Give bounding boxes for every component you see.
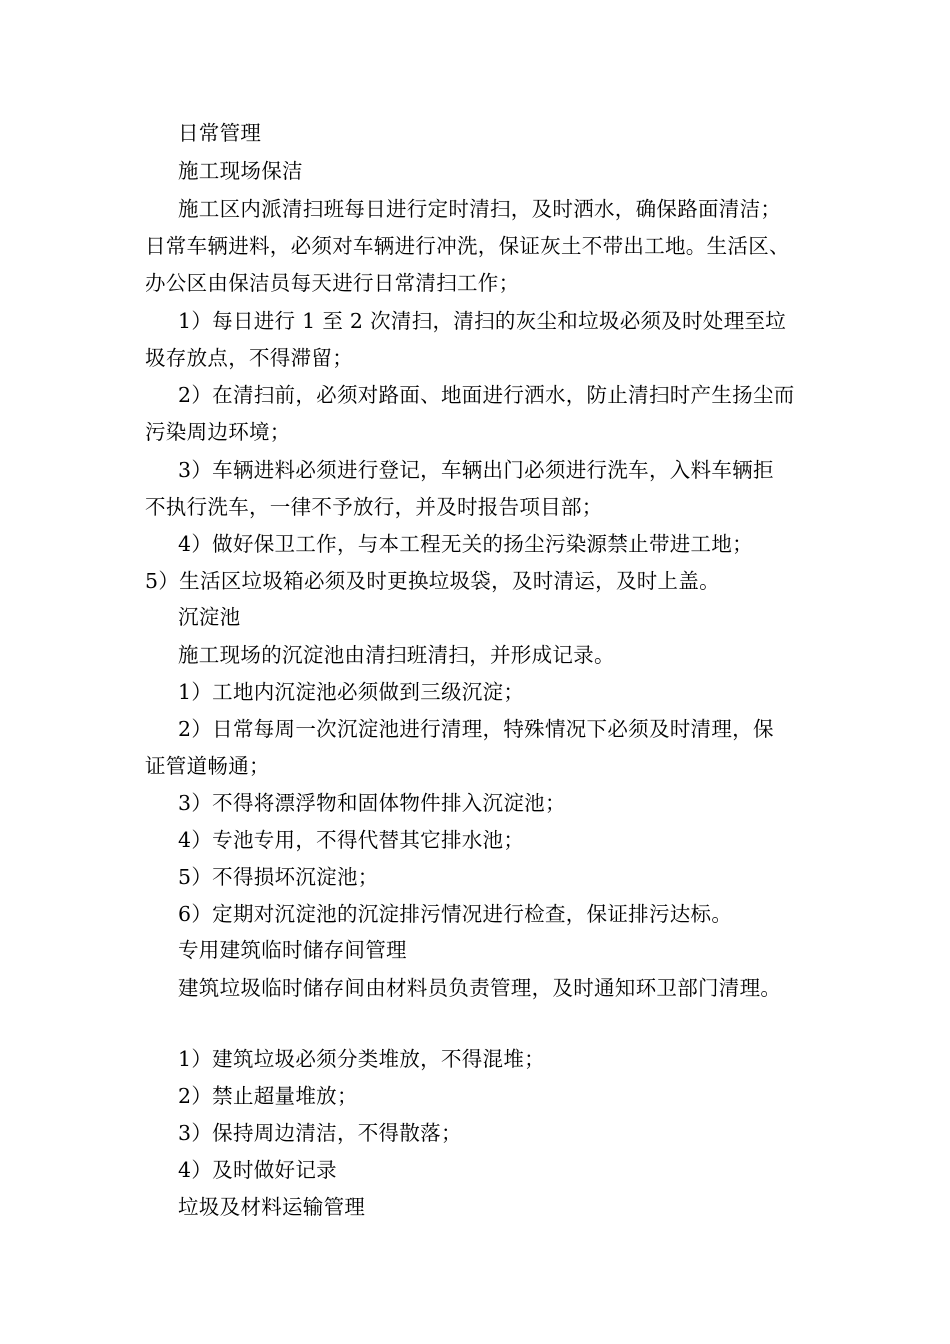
- list-item: 1）每日进行 1 至 2 次清扫，清扫的灰尘和垃圾必须及时处理至垃: [178, 309, 787, 333]
- list-item: 1）建筑垃圾必须分类堆放，不得混堆；: [178, 1047, 545, 1071]
- list-item: 2）在清扫前，必须对路面、地面进行洒水，防止清扫时产生扬尘而: [178, 383, 795, 407]
- heading-temporary-storage: 专用建筑临时储存间管理: [178, 938, 407, 962]
- heading-site-cleaning: 施工现场保洁: [178, 159, 303, 183]
- paragraph-line: 日常车辆进料，必须对车辆进行冲洗，保证灰土不带出工地。生活区、: [145, 234, 790, 258]
- heading-sedimentation-tank: 沉淀池: [178, 605, 241, 629]
- list-item-continuation: 证管道畅通；: [145, 754, 270, 778]
- list-item: 5）不得损坏沉淀池；: [178, 865, 379, 889]
- list-item: 2）日常每周一次沉淀池进行清理，特殊情况下必须及时清理，保: [178, 717, 774, 741]
- paragraph-line: 施工现场的沉淀池由清扫班清扫，并形成记录。: [178, 643, 615, 667]
- list-item: 3）不得将漂浮物和固体物件排入沉淀池；: [178, 791, 566, 815]
- list-item: 1）工地内沉淀池必须做到三级沉淀；: [178, 680, 525, 704]
- list-item: 4）做好保卫工作，与本工程无关的扬尘污染源禁止带进工地；: [178, 532, 753, 556]
- list-item: 3）车辆进料必须进行登记，车辆出门必须进行洗车，入料车辆拒: [178, 458, 774, 482]
- list-item: 4）及时做好记录: [178, 1158, 337, 1182]
- list-item-continuation: 污染周边环境；: [145, 420, 291, 444]
- paragraph-line: 施工区内派清扫班每日进行定时清扫，及时洒水，确保路面清洁；: [178, 197, 782, 221]
- list-item: 5）生活区垃圾箱必须及时更换垃圾袋，及时清运，及时上盖。: [145, 569, 720, 593]
- heading-daily-management: 日常管理: [178, 121, 262, 145]
- list-item: 4）专池专用，不得代替其它排水池；: [178, 828, 525, 852]
- list-item: 3）保持周边清洁，不得散落；: [178, 1121, 462, 1145]
- heading-transport-management: 垃圾及材料运输管理: [178, 1195, 366, 1219]
- list-item-continuation: 不执行洗车，一律不予放行，并及时报告项目部；: [145, 495, 603, 519]
- list-item: 6）定期对沉淀池的沉淀排污情况进行检查，保证排污达标。: [178, 902, 733, 926]
- list-item: 2）禁止超量堆放；: [178, 1084, 358, 1108]
- list-item-continuation: 圾存放点，不得滞留；: [145, 346, 353, 370]
- paragraph-line: 办公区由保洁员每天进行日常清扫工作；: [145, 271, 520, 295]
- paragraph-line: 建筑垃圾临时储存间由材料员负责管理，及时通知环卫部门清理。: [178, 976, 782, 1000]
